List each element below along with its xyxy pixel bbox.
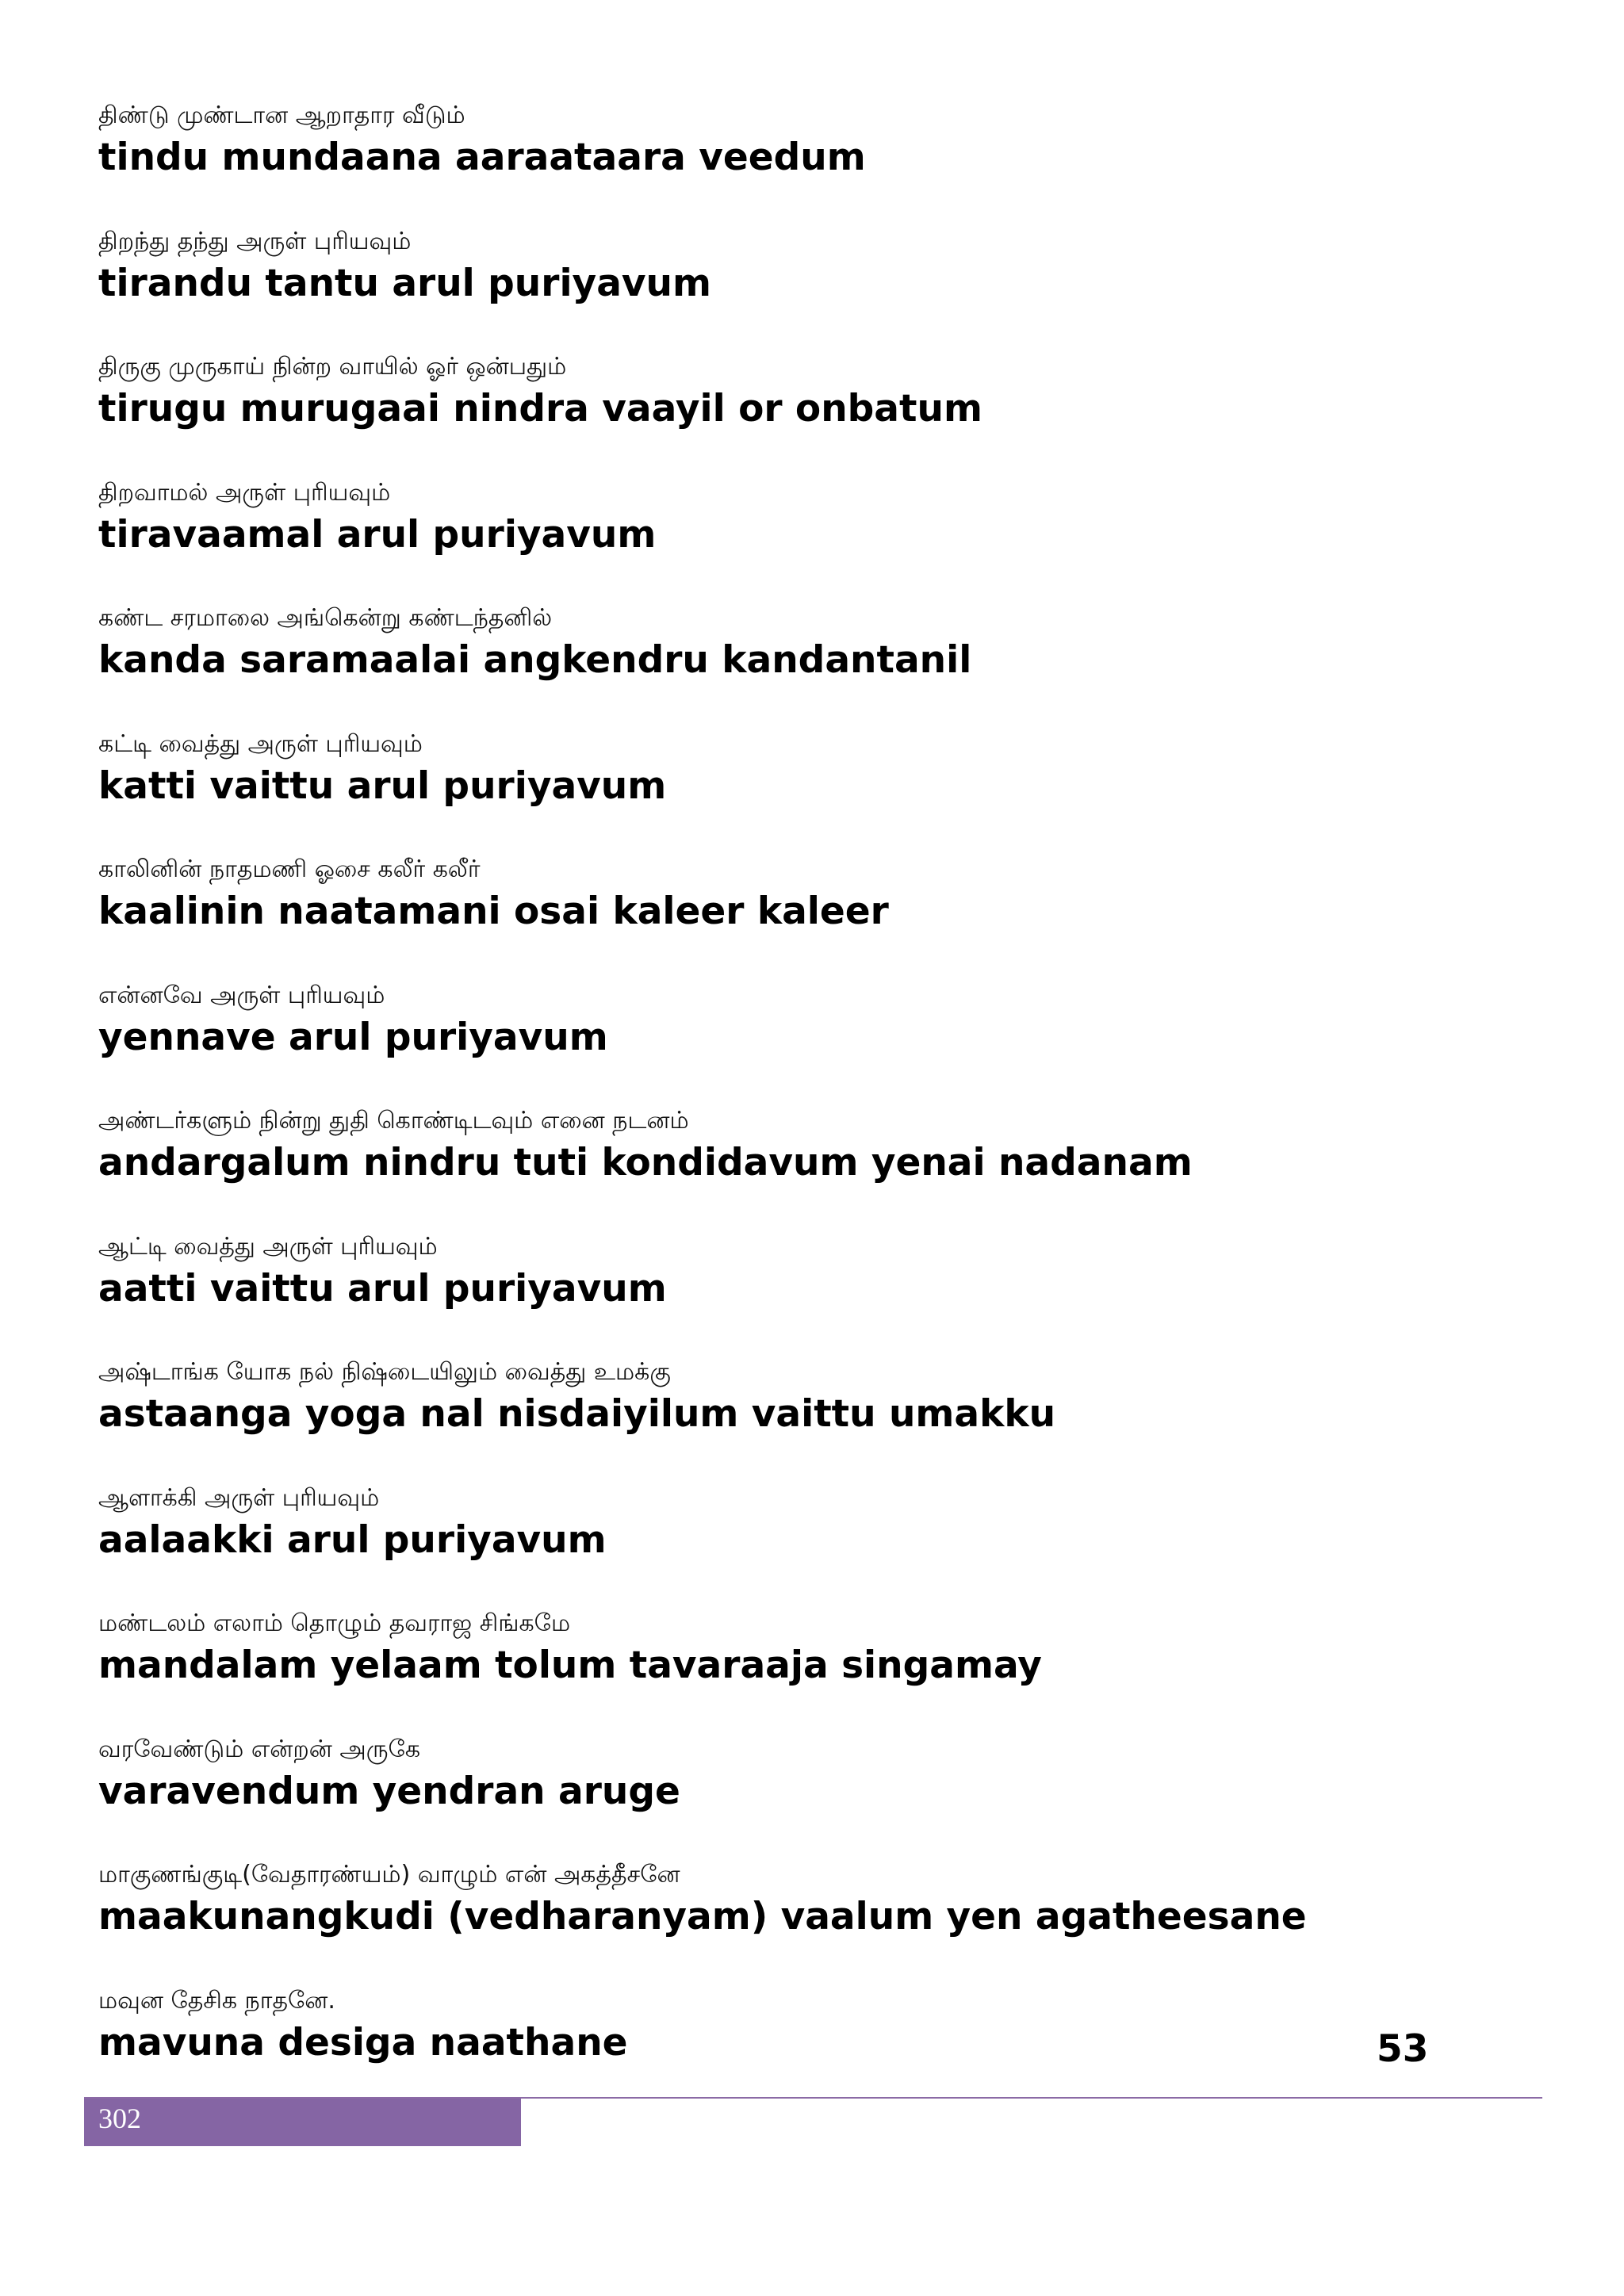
- verse: [98, 1734, 1446, 1860]
- transliteration-line: aatti vaittu arul puriyavum: [98, 1266, 667, 1311]
- verse: [98, 1859, 1446, 1985]
- transliteration-line: maakunangkudi (vedharanyam) vaalum yen agatheesane: [98, 1895, 1307, 1938]
- verse: [98, 1231, 1446, 1357]
- tamil-line: மவுன தேசிக நாதனே.: [98, 1986, 335, 2015]
- verse: [98, 729, 1446, 855]
- verse: [98, 477, 1446, 603]
- transliteration-line: mavuna desiga naathane: [98, 2020, 628, 2064]
- verse: [98, 1483, 1446, 1609]
- tamil-line: திண்டு முண்டான ஆறாதார வீடும்: [98, 101, 465, 129]
- transliteration-line: aalaakki arul puriyavum: [98, 1517, 607, 1562]
- transliteration-line: andargalum nindru tuti kondidavum yenai nadanam: [98, 1141, 1193, 1184]
- tamil-line: கட்டி வைத்து அருள் புரியவும்: [98, 729, 423, 758]
- transliteration-line: kaalinin naatamani osai kaleer kaleer: [98, 890, 889, 933]
- verse: [98, 100, 1446, 226]
- tamil-line: என்னவே அருள் புரியவும்: [98, 981, 385, 1009]
- verse-list: [98, 100, 1446, 2110]
- tamil-line: திருகு முருகாய் நின்ற வாயில் ஓர் ஒன்பதும்: [98, 353, 567, 381]
- hymn-number: 53: [1377, 2027, 1429, 2071]
- tamil-line: காலினின் நாதமணி ஓசை கலீர் கலீர்: [98, 855, 481, 883]
- tamil-line: அஷ்டாங்க யோக நல் நிஷ்டையிலும் வைத்து உமக்கு: [98, 1358, 671, 1386]
- verse: [98, 1105, 1446, 1231]
- verse: [98, 1985, 1446, 2111]
- verse: [98, 854, 1446, 980]
- transliteration-line: tiravaamal arul puriyavum: [98, 512, 657, 557]
- transliteration-line: mandalam yelaam tolum tavaraaja singamay: [98, 1644, 1042, 1687]
- verse: [98, 226, 1446, 352]
- verse: [98, 1608, 1446, 1734]
- tamil-line: திறந்து தந்து அருள் புரியவும்: [98, 227, 412, 255]
- transliteration-line: tindu mundaana aaraataara veedum: [98, 136, 866, 179]
- transliteration-line: kanda saramaalai angkendru kandantanil: [98, 638, 972, 682]
- tamil-line: ஆட்டி வைத்து அருள் புரியவும்: [98, 1232, 438, 1261]
- transliteration-line: tirandu tantu arul puriyavum: [98, 261, 711, 305]
- tamil-line: அண்டர்களும் நின்று துதி கொண்டிடவும் எனை நடனம்: [98, 1107, 689, 1135]
- tamil-line: கண்ட சரமாலை அங்கென்று கண்டந்தனில்: [98, 604, 553, 632]
- transliteration-line: astaanga yoga nal nisdaiyilum vaittu umakku: [98, 1392, 1056, 1436]
- verse: [98, 980, 1446, 1106]
- verse: [98, 351, 1446, 477]
- tamil-line: மண்டலம் எலாம் தொழும் தவராஜ சிங்கமே: [98, 1609, 571, 1637]
- page-number: 302: [98, 2103, 141, 2134]
- tamil-line: மாகுணங்குடி(வேதாரண்யம்) வாழும் என் அகத்தீசனே: [98, 1861, 680, 1888]
- tamil-line: திறவாமல் அருள் புரியவும்: [98, 478, 391, 507]
- verse: [98, 603, 1446, 729]
- transliteration-line: varavendum yendran aruge: [98, 1769, 680, 1813]
- transliteration-line: tirugu murugaai nindra vaayil or onbatum: [98, 387, 982, 430]
- tamil-line: வரவேண்டும் என்றன் அருகே: [98, 1735, 421, 1763]
- transliteration-line: katti vaittu arul puriyavum: [98, 763, 667, 808]
- verse: [98, 1357, 1446, 1483]
- tamil-line: ஆளாக்கி அருள் புரியவும்: [98, 1483, 380, 1512]
- transliteration-line: yennave arul puriyavum: [98, 1015, 608, 1059]
- page-number-band: [84, 2099, 521, 2146]
